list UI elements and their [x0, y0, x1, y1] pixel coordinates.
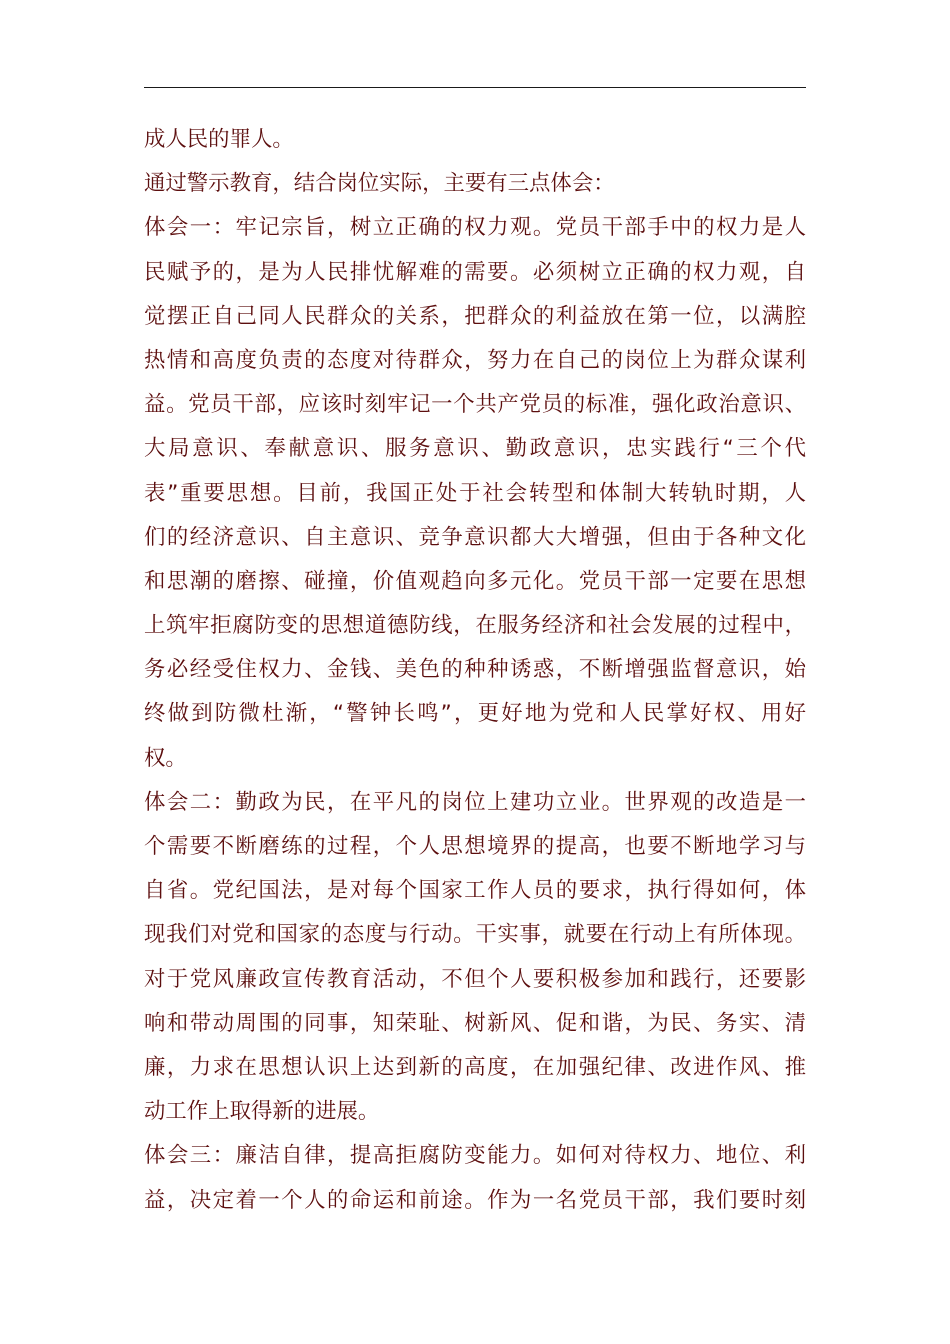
- header-rule: [144, 87, 806, 88]
- text-line: 大局意识、奉献意识、服务意识、勤政意识，忠实践行“三个代: [144, 436, 806, 462]
- text-line: 体会二：勤政为民，在平凡的岗位上建功立业。世界观的改造是一: [144, 789, 806, 815]
- text-line: 体会三：廉洁自律，提高拒腐防变能力。如何对待权力、地位、利: [144, 1143, 806, 1169]
- text-line: 表”重要思想。目前，我国正处于社会转型和体制大转轨时期，人: [144, 480, 806, 506]
- text-line: 响和带动周围的同事，知荣耻、树新风、促和谐，为民、务实、清: [144, 1010, 806, 1036]
- text-line: 通过警示教育，结合岗位实际，主要有三点体会：: [144, 171, 615, 197]
- text-line: 民赋予的，是为人民排忧解难的需要。必须树立正确的权力观，自: [144, 259, 806, 285]
- text-line: 廉，力求在思想认识上达到新的高度，在加强纪律、改进作风、推: [144, 1054, 806, 1080]
- text-line: 动工作上取得新的进展。: [144, 1099, 380, 1125]
- text-line: 益，决定着一个人的命运和前途。作为一名党员干部，我们要时刻: [144, 1187, 806, 1213]
- body-text: [144, 118, 806, 1223]
- text-line: 现我们对党和国家的态度与行动。干实事，就要在行动上有所体现。: [144, 922, 806, 948]
- text-line: 成人民的罪人。: [144, 127, 294, 152]
- text-line: 权。: [144, 745, 187, 771]
- text-line: 上筑牢拒腐防变的思想道德防线，在服务经济和社会发展的过程中，: [144, 613, 806, 639]
- text-line: 对于党风廉政宣传教育活动，不但个人要积极参加和践行，还要影: [144, 966, 806, 992]
- text-line: 个需要不断磨练的过程，个人思想境界的提高，也要不断地学习与: [144, 834, 806, 859]
- text-line: 益。党员干部，应该时刻牢记一个共产党员的标准，强化政治意识、: [144, 392, 806, 418]
- text-line: 自省。党纪国法，是对每个国家工作人员的要求，执行得如何，体: [144, 878, 806, 904]
- text-line: 和思潮的磨擦、碰撞，价值观趋向多元化。党员干部一定要在思想: [144, 568, 806, 594]
- text-line: 们的经济意识、自主意识、竞争意识都大大增强，但由于各种文化: [144, 524, 806, 550]
- text-line: 体会一：牢记宗旨，树立正确的权力观。党员干部手中的权力是人: [144, 215, 806, 241]
- text-line: 觉摆正自己同人民群众的关系，把群众的利益放在第一位，以满腔: [144, 303, 806, 329]
- text-line: 热情和高度负责的态度对待群众，努力在自己的岗位上为群众谋利: [144, 347, 806, 373]
- text-line: 终做到防微杜渐，“警钟长鸣”，更好地为党和人民掌好权、用好: [144, 701, 806, 727]
- text-line: 务必经受住权力、金钱、美色的种种诱惑，不断增强监督意识，始: [144, 657, 806, 683]
